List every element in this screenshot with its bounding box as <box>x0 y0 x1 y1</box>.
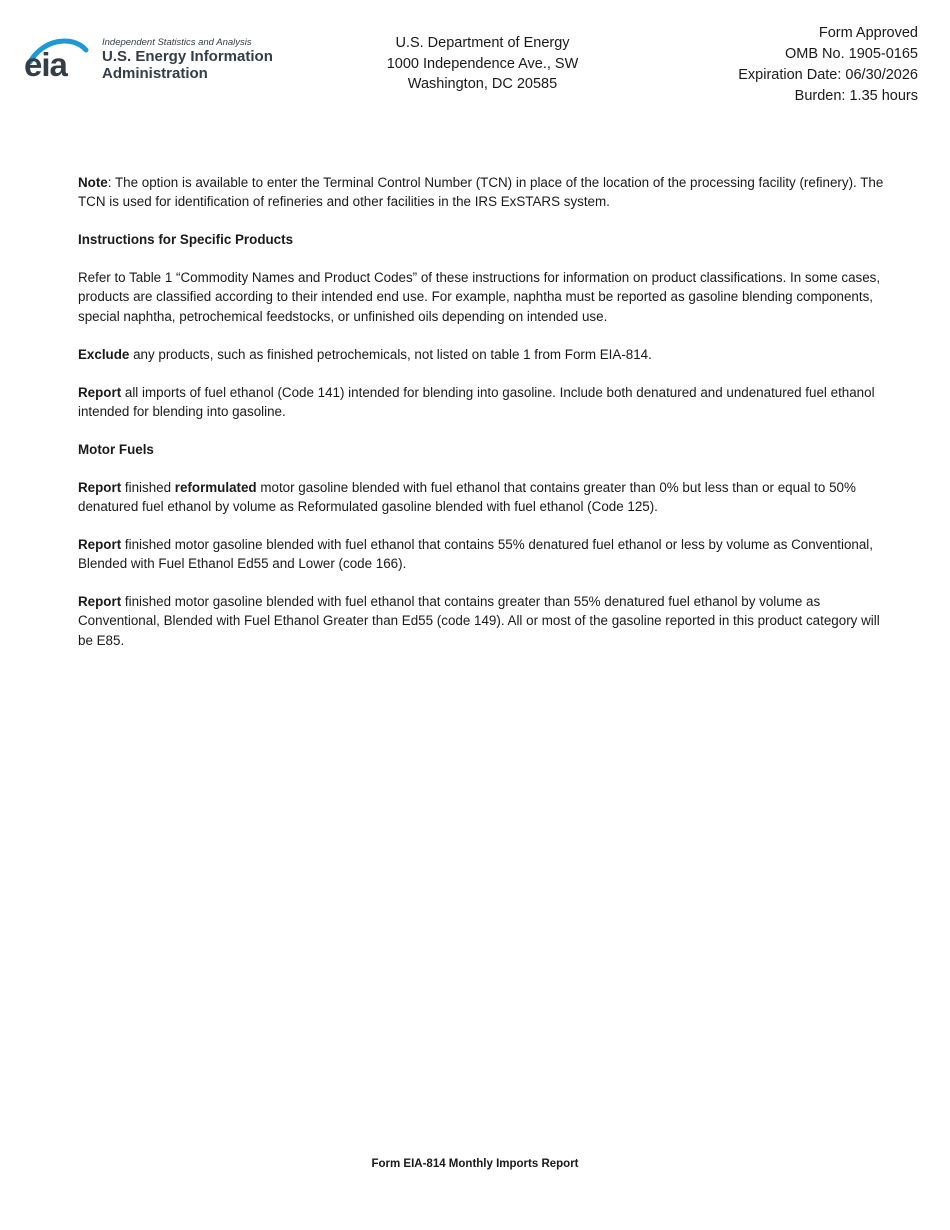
form-approval-block <box>738 23 918 107</box>
report-ethanol-text: all imports of fuel ethanol (Code 141) intended for blending into gasoline. Include both denatured and undenatured fuel ethanol intended for blending into gasoline. <box>78 384 875 419</box>
report-label: Report <box>78 479 122 495</box>
form-approved-label: Form Approved <box>818 25 918 41</box>
reformulated-pre-text: finished <box>121 479 175 495</box>
report-ed55-lower-paragraph <box>78 535 890 573</box>
org-name-line1: U.S. Energy Information <box>102 48 273 65</box>
report-reformulated-text: motor gasoline blended with fuel ethanol that contains greater than 0% but less than or equal to 50% denatured fuel ethanol by volume as Reformulated gasoline blended with fuel ethanol (Code 125). <box>78 479 856 515</box>
org-name-line2: Administration <box>102 65 208 82</box>
report-label: Report <box>78 594 122 610</box>
report-label: Report <box>78 537 122 553</box>
address-line3: Washington, DC 20585 <box>407 76 558 92</box>
instructions-body <box>78 173 890 669</box>
eia-wordmark: eia <box>24 46 67 83</box>
burden-hours: Burden: 1.35 hours <box>794 88 918 104</box>
eia-logo <box>24 36 294 86</box>
note-paragraph <box>78 173 890 211</box>
note-label: Note <box>78 175 108 190</box>
report-ethanol-paragraph <box>78 383 890 421</box>
specific-products-heading: Instructions for Specific Products <box>78 232 294 248</box>
motor-fuels-heading: Motor Fuels <box>78 441 154 457</box>
page-footer: Form EIA-814 Monthly Imports Report <box>371 1158 579 1170</box>
report-ed55-greater-text: finished motor gasoline blended with fuel ethanol that contains greater than 55% denatured fuel ethanol by volume as Conventional, Blended with Fuel Ethanol Greater than Ed55 (code 149). All or most of the gasoline reported in this product category will be E85. <box>78 594 880 648</box>
report-ed55-greater-paragraph <box>78 592 890 650</box>
refer-paragraph: Refer to Table 1 “Commodity Names and Product Codes” of these instructions for information on product classifications. In some cases, products are classified according to their intended end use. For example, naphtha must be reported as gasoline blending components, special naphtha, petrochemical feedstocks, or unfinished oils depending on intended use. <box>78 270 881 324</box>
exclude-text: any products, such as finished petrochemicals, not listed on table 1 from Form EIA-814. <box>129 346 652 362</box>
expiration-date: Expiration Date: 06/30/2026 <box>738 67 918 83</box>
report-reformulated-paragraph <box>78 478 890 516</box>
address-line2: 1000 Independence Ave., SW <box>386 55 579 72</box>
logo-org-name <box>102 48 273 82</box>
logo-tagline: Independent Statistics and Analysis <box>102 37 252 48</box>
department-address <box>360 33 605 95</box>
reformulated-emphasis: reformulated <box>174 479 257 495</box>
exclude-paragraph <box>78 345 890 364</box>
report-ed55-lower-text: finished motor gasoline blended with fuel ethanol that contains 55% denatured fuel ethanol or less by volume as Conventional, Blended with Fuel Ethanol Ed55 and Lower (code 166). <box>78 537 874 572</box>
omb-number: OMB No. 1905-0165 <box>785 46 918 62</box>
exclude-label: Exclude <box>78 346 130 362</box>
address-line1: U.S. Department of Energy <box>395 35 570 51</box>
report-label: Report <box>78 384 122 400</box>
note-text: : The option is available to enter the Terminal Control Number (TCN) in place of the location of the processing facility (refinery). The TCN is used for identification of refineries and other facilities in the IRS ExSTARS system. <box>78 175 884 210</box>
